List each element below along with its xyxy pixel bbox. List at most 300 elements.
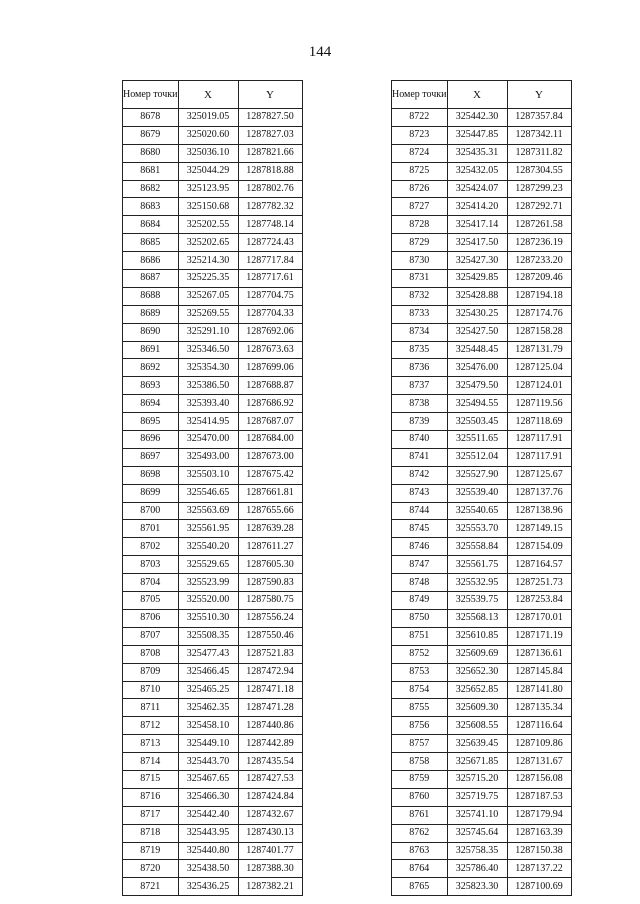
point-number-cell: 8742 <box>392 466 448 484</box>
y-cell: 1287818.88 <box>238 162 302 180</box>
y-cell: 1287432.67 <box>238 806 302 824</box>
y-cell: 1287684.00 <box>238 431 302 449</box>
point-number-cell: 8733 <box>392 305 448 323</box>
point-number-cell: 8734 <box>392 323 448 341</box>
y-cell: 1287424.84 <box>238 788 302 806</box>
point-number-cell: 8757 <box>392 735 448 753</box>
header-y: Y <box>238 81 302 109</box>
y-cell: 1287342.11 <box>507 126 571 144</box>
point-number-cell: 8745 <box>392 520 448 538</box>
y-cell: 1287802.76 <box>238 180 302 198</box>
y-cell: 1287299.23 <box>507 180 571 198</box>
y-cell: 1287150.38 <box>507 842 571 860</box>
table-row <box>123 431 303 449</box>
x-cell: 325609.69 <box>447 645 507 663</box>
x-cell: 325462.35 <box>178 699 238 717</box>
y-cell: 1287137.76 <box>507 484 571 502</box>
y-cell: 1287253.84 <box>507 592 571 610</box>
table-row <box>123 252 303 270</box>
point-number-cell: 8708 <box>123 645 179 663</box>
x-cell: 325523.99 <box>178 574 238 592</box>
x-cell: 325044.29 <box>178 162 238 180</box>
point-number-cell: 8756 <box>392 717 448 735</box>
point-number-cell: 8690 <box>123 323 179 341</box>
point-number-cell: 8703 <box>123 556 179 574</box>
point-number-cell: 8692 <box>123 359 179 377</box>
y-cell: 1287138.96 <box>507 502 571 520</box>
y-cell: 1287442.89 <box>238 735 302 753</box>
x-cell: 325442.30 <box>447 109 507 127</box>
point-number-cell: 8730 <box>392 252 448 270</box>
table-row <box>123 609 303 627</box>
table-row <box>123 645 303 663</box>
y-cell: 1287827.03 <box>238 126 302 144</box>
x-cell: 325417.14 <box>447 216 507 234</box>
y-cell: 1287304.55 <box>507 162 571 180</box>
y-cell: 1287292.71 <box>507 198 571 216</box>
y-cell: 1287401.77 <box>238 842 302 860</box>
y-cell: 1287174.76 <box>507 305 571 323</box>
table-row <box>123 663 303 681</box>
table-row <box>392 574 572 592</box>
point-number-cell: 8753 <box>392 663 448 681</box>
y-cell: 1287673.00 <box>238 448 302 466</box>
y-cell: 1287179.94 <box>507 806 571 824</box>
table-row <box>392 788 572 806</box>
point-number-cell: 8739 <box>392 413 448 431</box>
y-cell: 1287471.18 <box>238 681 302 699</box>
y-cell: 1287135.34 <box>507 699 571 717</box>
table-row <box>123 144 303 162</box>
y-cell: 1287116.64 <box>507 717 571 735</box>
y-cell: 1287149.15 <box>507 520 571 538</box>
point-number-cell: 8723 <box>392 126 448 144</box>
point-number-cell: 8682 <box>123 180 179 198</box>
point-number-cell: 8711 <box>123 699 179 717</box>
y-cell: 1287430.13 <box>238 824 302 842</box>
x-cell: 325269.55 <box>178 305 238 323</box>
x-cell: 325529.65 <box>178 556 238 574</box>
point-number-cell: 8716 <box>123 788 179 806</box>
y-cell: 1287427.53 <box>238 770 302 788</box>
x-cell: 325540.20 <box>178 538 238 556</box>
y-cell: 1287675.42 <box>238 466 302 484</box>
table-row <box>123 627 303 645</box>
y-cell: 1287311.82 <box>507 144 571 162</box>
x-cell: 325671.85 <box>447 753 507 771</box>
y-cell: 1287136.61 <box>507 645 571 663</box>
x-cell: 325432.05 <box>447 162 507 180</box>
table-row <box>392 126 572 144</box>
point-number-cell: 8758 <box>392 753 448 771</box>
y-cell: 1287137.22 <box>507 860 571 878</box>
y-cell: 1287117.91 <box>507 448 571 466</box>
y-cell: 1287699.06 <box>238 359 302 377</box>
table-body-right <box>392 109 572 896</box>
y-cell: 1287717.61 <box>238 270 302 288</box>
x-cell: 325466.30 <box>178 788 238 806</box>
table-row <box>392 198 572 216</box>
y-cell: 1287124.01 <box>507 377 571 395</box>
table-row <box>392 448 572 466</box>
y-cell: 1287163.39 <box>507 824 571 842</box>
table-row <box>123 538 303 556</box>
x-cell: 325540.65 <box>447 502 507 520</box>
table-row <box>392 287 572 305</box>
header-x: X <box>178 81 238 109</box>
table-row <box>392 144 572 162</box>
table-row <box>392 753 572 771</box>
point-number-cell: 8689 <box>123 305 179 323</box>
y-cell: 1287156.08 <box>507 770 571 788</box>
x-cell: 325438.50 <box>178 860 238 878</box>
x-cell: 325225.35 <box>178 270 238 288</box>
table-row <box>392 842 572 860</box>
point-number-cell: 8720 <box>123 860 179 878</box>
point-number-cell: 8764 <box>392 860 448 878</box>
table-row <box>392 180 572 198</box>
table-row <box>123 681 303 699</box>
y-cell: 1287131.67 <box>507 753 571 771</box>
table-row <box>392 538 572 556</box>
point-number-cell: 8761 <box>392 806 448 824</box>
y-cell: 1287748.14 <box>238 216 302 234</box>
x-cell: 325476.00 <box>447 359 507 377</box>
point-number-cell: 8726 <box>392 180 448 198</box>
table-row <box>123 484 303 502</box>
x-cell: 325715.20 <box>447 770 507 788</box>
x-cell: 325020.60 <box>178 126 238 144</box>
table-row <box>392 627 572 645</box>
x-cell: 325436.25 <box>178 878 238 896</box>
point-number-cell: 8737 <box>392 377 448 395</box>
table-row <box>392 341 572 359</box>
table-row <box>392 592 572 610</box>
point-number-cell: 8713 <box>123 735 179 753</box>
table-row <box>392 735 572 753</box>
point-number-cell: 8688 <box>123 287 179 305</box>
point-number-cell: 8697 <box>123 448 179 466</box>
point-number-cell: 8738 <box>392 395 448 413</box>
x-cell: 325291.10 <box>178 323 238 341</box>
x-cell: 325786.40 <box>447 860 507 878</box>
table-row <box>123 574 303 592</box>
point-number-cell: 8696 <box>123 431 179 449</box>
table-row <box>392 305 572 323</box>
x-cell: 325447.85 <box>447 126 507 144</box>
table-row <box>392 359 572 377</box>
table-row <box>392 323 572 341</box>
x-cell: 325386.50 <box>178 377 238 395</box>
y-cell: 1287704.33 <box>238 305 302 323</box>
point-number-cell: 8746 <box>392 538 448 556</box>
x-cell: 325440.80 <box>178 842 238 860</box>
table-header-row <box>392 81 572 109</box>
point-number-cell: 8705 <box>123 592 179 610</box>
point-number-cell: 8740 <box>392 431 448 449</box>
y-cell: 1287209.46 <box>507 270 571 288</box>
point-number-cell: 8727 <box>392 198 448 216</box>
y-cell: 1287154.09 <box>507 538 571 556</box>
y-cell: 1287261.58 <box>507 216 571 234</box>
x-cell: 325430.25 <box>447 305 507 323</box>
point-number-cell: 8719 <box>123 842 179 860</box>
table-row <box>123 109 303 127</box>
table-row <box>392 609 572 627</box>
point-number-cell: 8684 <box>123 216 179 234</box>
y-cell: 1287717.84 <box>238 252 302 270</box>
x-cell: 325539.75 <box>447 592 507 610</box>
table-row <box>123 180 303 198</box>
x-cell: 325417.50 <box>447 234 507 252</box>
point-number-cell: 8686 <box>123 252 179 270</box>
x-cell: 325532.95 <box>447 574 507 592</box>
y-cell: 1287655.66 <box>238 502 302 520</box>
table-row <box>123 466 303 484</box>
table-row <box>123 842 303 860</box>
x-cell: 325553.70 <box>447 520 507 538</box>
table-row <box>123 162 303 180</box>
table-row <box>123 234 303 252</box>
x-cell: 325609.30 <box>447 699 507 717</box>
y-cell: 1287550.46 <box>238 627 302 645</box>
point-number-cell: 8714 <box>123 753 179 771</box>
point-number-cell: 8680 <box>123 144 179 162</box>
table-row <box>123 270 303 288</box>
y-cell: 1287440.86 <box>238 717 302 735</box>
point-number-cell: 8728 <box>392 216 448 234</box>
x-cell: 325527.90 <box>447 466 507 484</box>
point-number-cell: 8687 <box>123 270 179 288</box>
y-cell: 1287109.86 <box>507 735 571 753</box>
x-cell: 325719.75 <box>447 788 507 806</box>
y-cell: 1287117.91 <box>507 431 571 449</box>
point-number-cell: 8762 <box>392 824 448 842</box>
x-cell: 325424.07 <box>447 180 507 198</box>
table-row <box>123 198 303 216</box>
y-cell: 1287125.04 <box>507 359 571 377</box>
header-point-number: Номер точки <box>392 81 448 109</box>
table-row <box>392 466 572 484</box>
table-row <box>392 824 572 842</box>
y-cell: 1287170.01 <box>507 609 571 627</box>
x-cell: 325442.40 <box>178 806 238 824</box>
y-cell: 1287164.57 <box>507 556 571 574</box>
point-number-cell: 8718 <box>123 824 179 842</box>
y-cell: 1287605.30 <box>238 556 302 574</box>
x-cell: 325467.65 <box>178 770 238 788</box>
y-cell: 1287118.69 <box>507 413 571 431</box>
x-cell: 325608.55 <box>447 717 507 735</box>
y-cell: 1287125.67 <box>507 466 571 484</box>
y-cell: 1287687.07 <box>238 413 302 431</box>
x-cell: 325610.85 <box>447 627 507 645</box>
x-cell: 325511.65 <box>447 431 507 449</box>
x-cell: 325470.00 <box>178 431 238 449</box>
table-row <box>392 431 572 449</box>
table-row <box>392 663 572 681</box>
x-cell: 325346.50 <box>178 341 238 359</box>
y-cell: 1287357.84 <box>507 109 571 127</box>
table-row <box>123 556 303 574</box>
table-row <box>123 413 303 431</box>
x-cell: 325443.70 <box>178 753 238 771</box>
point-number-cell: 8707 <box>123 627 179 645</box>
y-cell: 1287471.28 <box>238 699 302 717</box>
table-row <box>123 878 303 896</box>
x-cell: 325019.05 <box>178 109 238 127</box>
table-row <box>123 824 303 842</box>
x-cell: 325512.04 <box>447 448 507 466</box>
y-cell: 1287673.63 <box>238 341 302 359</box>
point-number-cell: 8701 <box>123 520 179 538</box>
x-cell: 325546.65 <box>178 484 238 502</box>
table-row <box>123 395 303 413</box>
x-cell: 325558.84 <box>447 538 507 556</box>
table-row <box>392 717 572 735</box>
table-row <box>392 645 572 663</box>
table-row <box>123 287 303 305</box>
table-row <box>392 878 572 896</box>
point-number-cell: 8732 <box>392 287 448 305</box>
table-row <box>392 502 572 520</box>
table-row <box>392 270 572 288</box>
point-number-cell: 8759 <box>392 770 448 788</box>
x-cell: 325758.35 <box>447 842 507 860</box>
x-cell: 325493.00 <box>178 448 238 466</box>
table-row <box>392 234 572 252</box>
y-cell: 1287724.43 <box>238 234 302 252</box>
point-number-cell: 8699 <box>123 484 179 502</box>
table-row <box>123 448 303 466</box>
y-cell: 1287472.94 <box>238 663 302 681</box>
point-number-cell: 8712 <box>123 717 179 735</box>
x-cell: 325477.43 <box>178 645 238 663</box>
table-row <box>123 502 303 520</box>
table-row <box>123 770 303 788</box>
y-cell: 1287827.50 <box>238 109 302 127</box>
table-row <box>392 556 572 574</box>
table-row <box>123 520 303 538</box>
x-cell: 325414.20 <box>447 198 507 216</box>
point-number-cell: 8698 <box>123 466 179 484</box>
point-number-cell: 8722 <box>392 109 448 127</box>
point-number-cell: 8695 <box>123 413 179 431</box>
point-number-cell: 8704 <box>123 574 179 592</box>
table-row <box>392 162 572 180</box>
point-number-cell: 8685 <box>123 234 179 252</box>
point-number-cell: 8694 <box>123 395 179 413</box>
x-cell: 325561.95 <box>178 520 238 538</box>
y-cell: 1287692.06 <box>238 323 302 341</box>
table-row <box>123 341 303 359</box>
table-row <box>123 735 303 753</box>
x-cell: 325823.30 <box>447 878 507 896</box>
point-number-cell: 8678 <box>123 109 179 127</box>
table-row <box>123 323 303 341</box>
y-cell: 1287521.83 <box>238 645 302 663</box>
point-number-cell: 8747 <box>392 556 448 574</box>
y-cell: 1287236.19 <box>507 234 571 252</box>
x-cell: 325427.30 <box>447 252 507 270</box>
table-row <box>392 699 572 717</box>
header-x: X <box>447 81 507 109</box>
point-number-cell: 8706 <box>123 609 179 627</box>
x-cell: 325443.95 <box>178 824 238 842</box>
x-cell: 325448.45 <box>447 341 507 359</box>
x-cell: 325741.10 <box>447 806 507 824</box>
x-cell: 325745.64 <box>447 824 507 842</box>
table-row <box>392 109 572 127</box>
point-number-cell: 8750 <box>392 609 448 627</box>
x-cell: 325503.10 <box>178 466 238 484</box>
y-cell: 1287187.53 <box>507 788 571 806</box>
x-cell: 325465.25 <box>178 681 238 699</box>
point-number-cell: 8751 <box>392 627 448 645</box>
x-cell: 325354.30 <box>178 359 238 377</box>
point-number-cell: 8700 <box>123 502 179 520</box>
table-row <box>123 699 303 717</box>
x-cell: 325427.50 <box>447 323 507 341</box>
point-number-cell: 8729 <box>392 234 448 252</box>
table-row <box>123 806 303 824</box>
point-number-cell: 8735 <box>392 341 448 359</box>
point-number-cell: 8717 <box>123 806 179 824</box>
point-number-cell: 8748 <box>392 574 448 592</box>
table-row <box>123 860 303 878</box>
x-cell: 325520.00 <box>178 592 238 610</box>
table-row <box>392 377 572 395</box>
y-cell: 1287131.79 <box>507 341 571 359</box>
header-point-number: Номер точки <box>123 81 179 109</box>
y-cell: 1287141.80 <box>507 681 571 699</box>
table-row <box>123 305 303 323</box>
page-number: 144 <box>308 44 332 60</box>
x-cell: 325429.85 <box>447 270 507 288</box>
point-number-cell: 8693 <box>123 377 179 395</box>
table-row <box>392 484 572 502</box>
coordinates-table-left <box>122 80 303 896</box>
x-cell: 325036.10 <box>178 144 238 162</box>
point-number-cell: 8754 <box>392 681 448 699</box>
x-cell: 325539.40 <box>447 484 507 502</box>
point-number-cell: 8679 <box>123 126 179 144</box>
x-cell: 325393.40 <box>178 395 238 413</box>
y-cell: 1287194.18 <box>507 287 571 305</box>
y-cell: 1287590.83 <box>238 574 302 592</box>
x-cell: 325639.45 <box>447 735 507 753</box>
point-number-cell: 8691 <box>123 341 179 359</box>
y-cell: 1287251.73 <box>507 574 571 592</box>
y-cell: 1287688.87 <box>238 377 302 395</box>
point-number-cell: 8709 <box>123 663 179 681</box>
table-row <box>123 717 303 735</box>
table-row <box>123 788 303 806</box>
x-cell: 325563.69 <box>178 502 238 520</box>
point-number-cell: 8731 <box>392 270 448 288</box>
point-number-cell: 8736 <box>392 359 448 377</box>
header-y: Y <box>507 81 571 109</box>
y-cell: 1287100.69 <box>507 878 571 896</box>
y-cell: 1287556.24 <box>238 609 302 627</box>
table-row <box>123 753 303 771</box>
y-cell: 1287580.75 <box>238 592 302 610</box>
table-row <box>123 216 303 234</box>
x-cell: 325510.30 <box>178 609 238 627</box>
point-number-cell: 8743 <box>392 484 448 502</box>
point-number-cell: 8760 <box>392 788 448 806</box>
y-cell: 1287661.81 <box>238 484 302 502</box>
